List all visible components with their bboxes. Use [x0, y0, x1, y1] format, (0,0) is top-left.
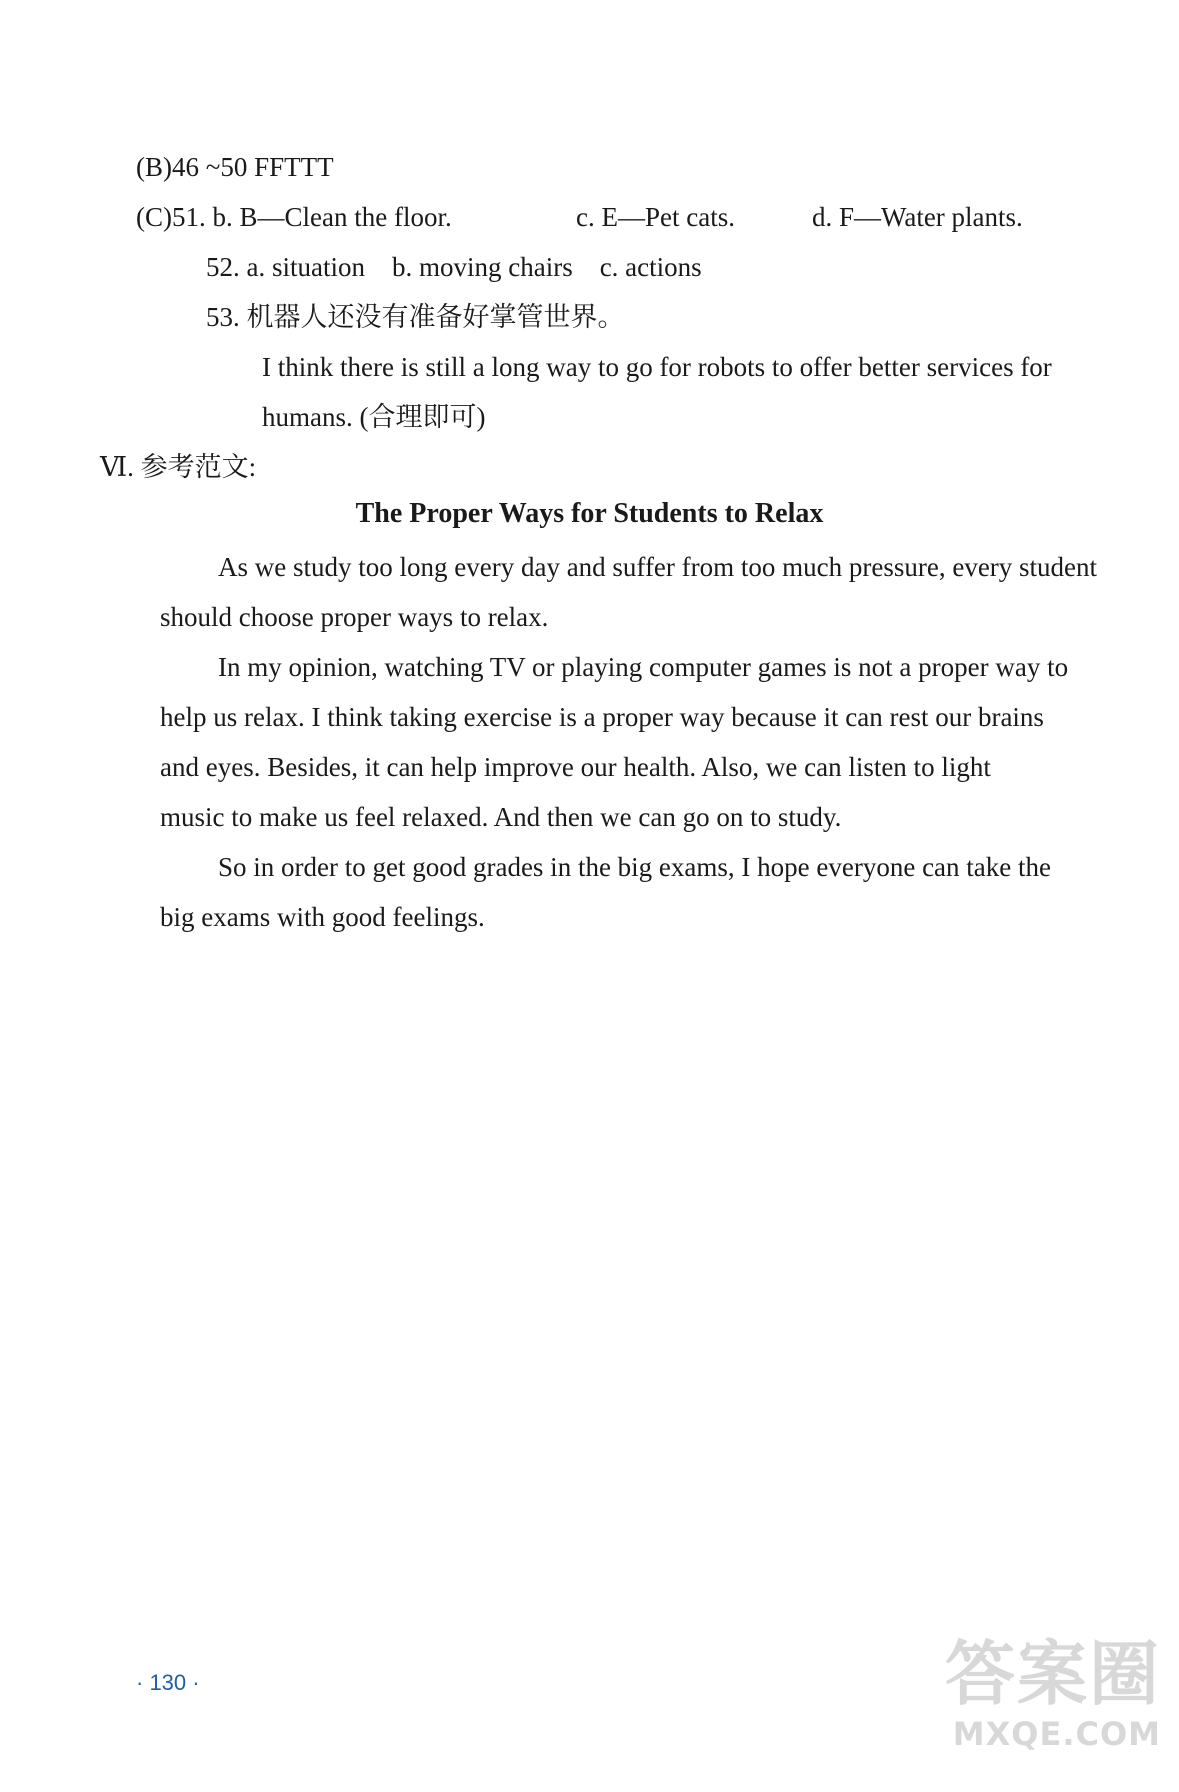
- essay-paragraph-2-line-4: music to make us feel relaxed. And then we can go on to study.: [160, 802, 842, 832]
- essay-paragraph-2-line-3: and eyes. Besides, it can help improve our health. Also, we can listen to light: [160, 752, 991, 782]
- answer-b-line: (B)46 ~50 FFTTT: [136, 152, 334, 182]
- page-number: · 130 ·: [136, 1670, 200, 1695]
- watermark-sub-text: MXQE.COM: [952, 1715, 1161, 1753]
- answer-53-english-line-1: I think there is still a long way to go for robots to offer better services for: [262, 352, 1052, 382]
- essay-paragraph-3-line-1: So in order to get good grades in the big exams, I hope everyone can take the: [218, 852, 1051, 882]
- answer-53-english-line-2: humans. (合理即可): [262, 402, 486, 432]
- essay-paragraph-2-line-2: help us relax. I think taking exercise is a proper way because it can rest our brains: [160, 702, 1044, 732]
- section-6-heading: Ⅵ. 参考范文:: [100, 452, 257, 482]
- answer-52-line: 52. a. situation b. moving chairs c. actions: [206, 252, 702, 282]
- answer-51-item-c: c. E—Pet cats.: [576, 202, 735, 232]
- answer-51-item-b: (C)51. b. B—Clean the floor.: [136, 202, 452, 232]
- essay-title: The Proper Ways for Students to Relax: [355, 498, 824, 529]
- answer-51-item-d: d. F—Water plants.: [812, 202, 1023, 232]
- essay-paragraph-1-line-1: As we study too long every day and suffer from too much pressure, every student: [218, 552, 1098, 582]
- watermark-main-text: 答案圈: [945, 1633, 1161, 1715]
- answer-53-line: 53. 机器人还没有准备好掌管世界。: [206, 302, 625, 332]
- essay-paragraph-1-line-2: should choose proper ways to relax.: [160, 602, 549, 632]
- essay-paragraph-3-line-2: big exams with good feelings.: [160, 902, 485, 932]
- watermark-logo: [861, 1634, 1161, 1784]
- essay-paragraph-2-line-1: In my opinion, watching TV or playing computer games is not a proper way to: [218, 652, 1069, 682]
